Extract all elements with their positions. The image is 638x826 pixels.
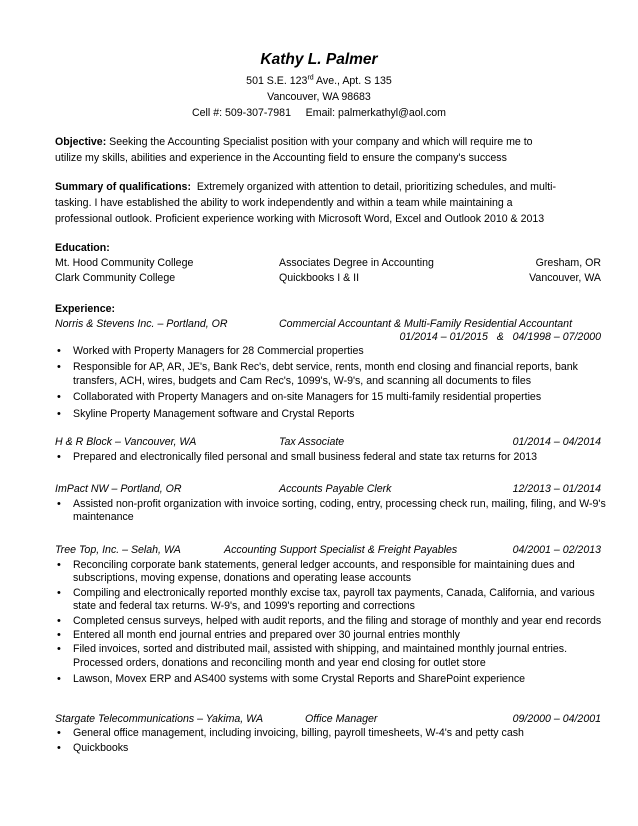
job-bullets <box>55 498 610 525</box>
objective-line-1 <box>55 135 533 149</box>
education-location: Gresham, OR <box>535 257 601 269</box>
city-line: Vancouver, WA 98683 <box>267 91 371 103</box>
list-item: • Prepared and electronically filed personal and small business federal and state tax returns for 2013 <box>55 451 610 464</box>
job-company: Tree Top, Inc. – Selah, WA <box>55 544 181 556</box>
education-program: Quickbooks I & II <box>279 272 360 284</box>
address-line <box>0 74 638 88</box>
job-bullets <box>55 559 610 687</box>
address-ordinal: rd <box>307 74 314 82</box>
job-bullets <box>55 345 610 421</box>
objective-text-2: utilize my skills, abilities and experience in the Accounting field to ensure the company's success <box>55 152 507 164</box>
list-item: • General office management, including invoicing, billing, payroll timesheets, W-4's and petty cash <box>55 727 610 740</box>
objective-text-1: Seeking the Accounting Specialist position with your company and which will require me to <box>106 136 533 148</box>
list-item: • Lawson, Movex ERP and AS400 systems with some Crystal Reports and SharePoint experience <box>55 673 610 686</box>
candidate-name: Kathy L. Palmer <box>260 51 378 68</box>
education-location: Vancouver, WA <box>529 272 601 284</box>
job-company: Stargate Telecommunications – Yakima, WA <box>55 713 264 725</box>
job-bullets <box>55 727 610 756</box>
job-company: ImPact NW – Portland, OR <box>55 483 182 495</box>
education-program: Associates Degree in Accounting <box>279 257 434 269</box>
job-title: Accounting Support Specialist & Freight Payables <box>224 544 458 556</box>
list-item: • Completed census surveys, helped with audit reports, and the filing and storage of monthly and year end records <box>55 615 610 628</box>
address-street: 501 S.E. 123 <box>246 75 308 87</box>
summary-label: Summary of qualifications: <box>55 181 191 193</box>
address-unit: Ave., Apt. S 135 <box>313 75 392 87</box>
list-item: • Assisted non-profit organization with invoice sorting, coding, entry, processing check run, mailing, filing, and W-9's maintenance <box>55 498 610 525</box>
list-item: • Skyline Property Management software and Crystal Reports <box>55 408 610 421</box>
contact-line: Cell #: 509-307-7981 Email: palmerkathyl@aol.com <box>192 107 446 119</box>
job-dates: 01/2014 – 04/2014 <box>512 436 601 448</box>
list-item: • Filed invoices, sorted and distributed mail, assisted with shipping, and maintained monthly journal entries. Processed orders, donations and reconciling month and year end closing for outlet store <box>55 643 610 670</box>
job-company: H & R Block – Vancouver, WA <box>55 436 197 448</box>
list-item: • Collaborated with Property Managers and on-site Managers for 15 multi-family residential properties <box>55 391 610 404</box>
summary-text-1: Extremely organized with attention to detail, prioritizing schedules, and multi- <box>190 181 557 193</box>
job-dates: 12/2013 – 01/2014 <box>512 483 601 495</box>
list-item: • Responsible for AP, AR, JE's, Bank Rec's, debt service, rents, month end closing and financial reports, bank transfers, ACH, wires, budgets and Cam Rec's, 1099's, W-9's, and scanning all documents to files <box>55 361 610 388</box>
education-school: Mt. Hood Community College <box>55 257 194 269</box>
job-dates: 04/2001 – 02/2013 <box>512 544 601 556</box>
objective-label: Objective: <box>55 136 107 148</box>
job-dates: 09/2000 – 04/2001 <box>512 713 601 725</box>
summary-text-2: tasking. I have established the ability to work independently and within a team while maintaining a <box>55 197 513 209</box>
job-title: Office Manager <box>305 713 378 725</box>
summary-text-3: professional outlook. Proficient experience working with Microsoft Word, Excel and Outlook 2010 & 2013 <box>55 213 545 225</box>
experience-heading: Experience: <box>55 303 116 315</box>
job-bullets <box>55 451 610 464</box>
summary-line-1 <box>55 180 556 194</box>
job-company: Norris & Stevens Inc. – Portland, OR <box>55 318 228 330</box>
job-dates: 01/2014 – 01/2015 & 04/1998 – 07/2000 <box>399 331 601 343</box>
job-title: Commercial Accountant & Multi-Family Residential Accountant <box>279 318 573 330</box>
list-item: • Compiling and electronically reported monthly excise tax, payroll tax payments, Canada, California, and various state and federal tax returns. W-9's, and 1099's reporting and corrections <box>55 587 610 614</box>
job-title: Accounts Payable Clerk <box>279 483 392 495</box>
list-item: • Quickbooks <box>55 742 610 755</box>
list-item: • Entered all month end journal entries and prepared over 30 journal entries monthly <box>55 629 610 642</box>
job-title: Tax Associate <box>279 436 345 448</box>
education-school: Clark Community College <box>55 272 176 284</box>
list-item: • Reconciling corporate bank statements, general ledger accounts, and responsible for maintaining dues and subscriptions, moving expense, donations and operating lease accounts <box>55 559 610 586</box>
list-item: • Worked with Property Managers for 28 Commercial properties <box>55 345 610 358</box>
education-heading: Education: <box>55 242 110 254</box>
